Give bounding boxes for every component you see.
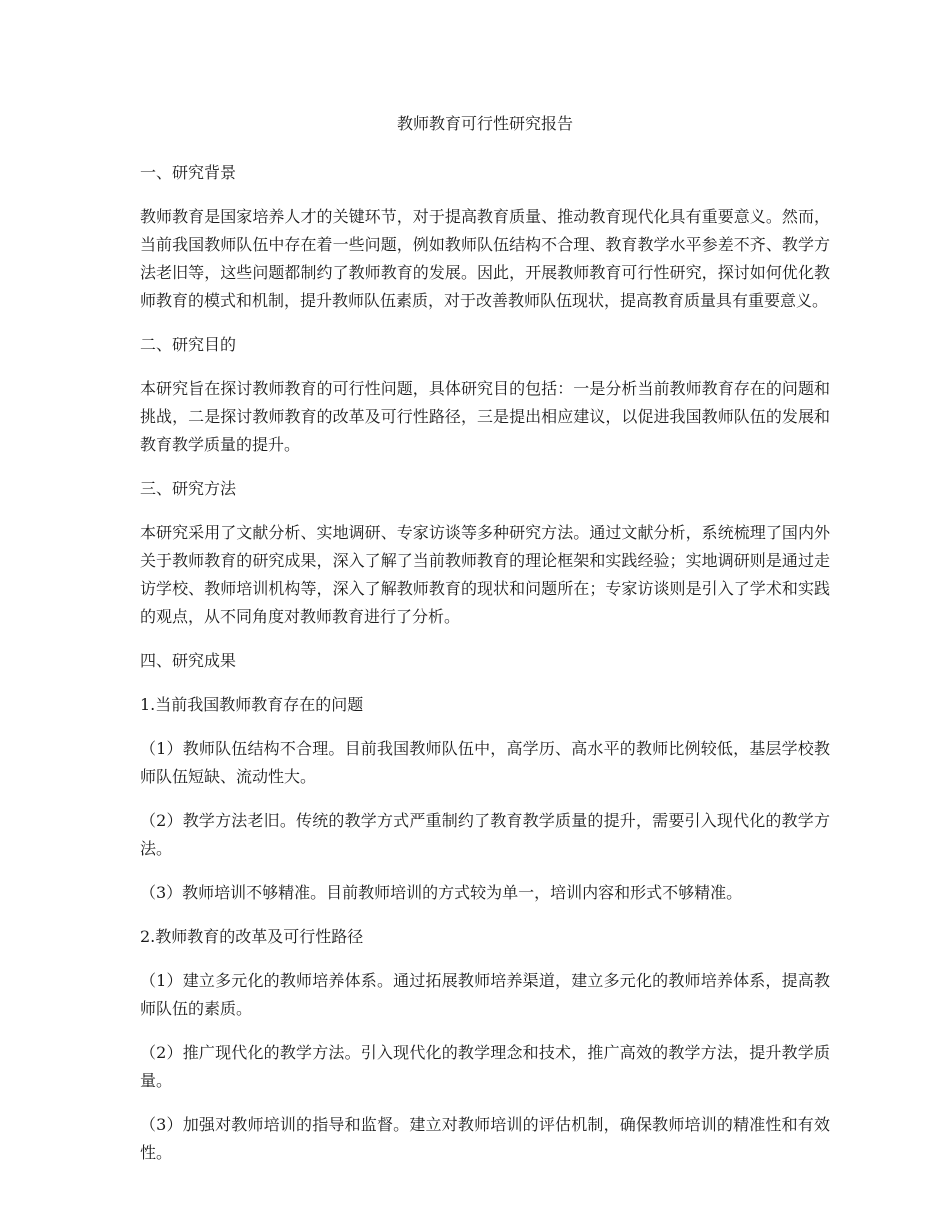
reform-item: （2）推广现代化的教学方法。引入现代化的教学理念和技术，推广高效的教学方法，提升教学质量。 (140, 1043, 830, 1090)
problem-item: （2）教学方法老旧。传统的教学方式严重制约了教育教学质量的提升，需要引入现代化的教学方法。 (140, 811, 830, 858)
problem-item: （3）教师培训不够精准。目前教师培训的方式较为单一，培训内容和形式不够精准。 (140, 883, 743, 902)
subsection-heading-problems: 1.当前我国教师教育存在的问题 (140, 695, 364, 714)
document-body (140, 110, 830, 1183)
document-title: 教师教育可行性研究报告 (396, 114, 573, 133)
section-heading-background: 一、研究背景 (140, 163, 237, 182)
reform-item: （3）加强对教师培训的指导和监督。建立对教师培训的评估机制，确保教师培训的精准性和有效性。 (140, 1115, 830, 1162)
reform-item: （1）建立多元化的教师培养体系。通过拓展教师培养渠道，建立多元化的教师培养体系，提高教师队伍的素质。 (140, 971, 830, 1018)
problem-item: （1）教师队伍结构不合理。目前我国教师队伍中，高学历、高水平的教师比例较低，基层学校教师队伍短缺、流动性大。 (140, 739, 830, 786)
section-body-purpose: 本研究旨在探讨教师教育的可行性问题，具体研究目的包括：一是分析当前教师教育存在的问题和挑战，二是探讨教师教育的改革及可行性路径，三是提出相应建议，以促进我国教师队伍的发展和教育教学质量的提升。 (140, 379, 830, 454)
section-heading-purpose: 二、研究目的 (140, 335, 237, 354)
section-body-background: 教师教育是国家培养人才的关键环节，对于提高教育质量、推动教育现代化具有重要意义。然而，当前我国教师队伍中存在着一些问题，例如教师队伍结构不合理、教育教学水平参差不齐、教学方法老旧等，这些问题都制约了教师教育的发展。因此，开展教师教育可行性研究，探讨如何优化教师教育的模式和机制，提升教师队伍素质，对于改善教师队伍现状，提高教育质量具有重要意义。 (140, 207, 830, 310)
subsection-heading-reforms: 2.教师教育的改革及可行性路径 (140, 927, 364, 946)
section-heading-method: 三、研究方法 (140, 479, 237, 498)
section-body-method: 本研究采用了文献分析、实地调研、专家访谈等多种研究方法。通过文献分析，系统梳理了国内外关于教师教育的研究成果，深入了解了当前教师教育的理论框架和实践经验；实地调研则是通过走访学校、教师培训机构等，深入了解教师教育的现状和问题所在；专家访谈则是引入了学术和实践的观点，从不同角度对教师教育进行了分析。 (140, 523, 830, 626)
section-heading-results: 四、研究成果 (140, 651, 237, 670)
